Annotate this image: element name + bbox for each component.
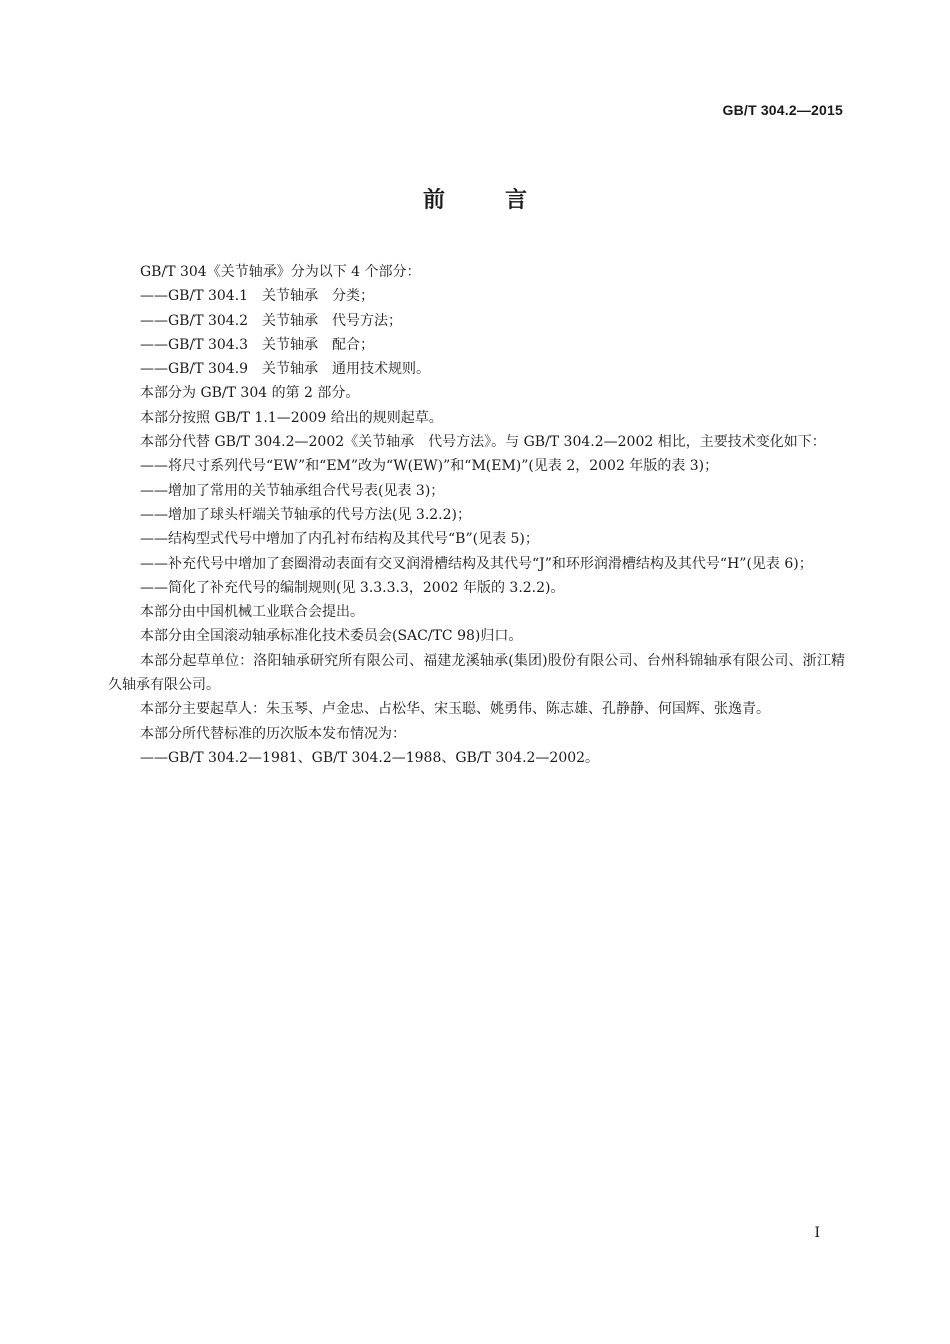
list-item: ——简化了补充代号的编制规则(见 3.3.3.3，2002 年版的 3.2.2)。 <box>140 579 565 596</box>
list-item: ——GB/T 304.3 关节轴承 配合； <box>140 336 375 353</box>
page-title: 前言 <box>422 187 587 213</box>
document-body <box>108 260 845 770</box>
paragraph: 本部分按照 GB/T 1.1—2009 给出的规则起草。 <box>140 409 443 426</box>
list-item: ——增加了常用的关节轴承组合代号表(见表 3)； <box>140 482 445 499</box>
paragraph: 本部分所代替标准的历次版本发布情况为： <box>140 725 406 742</box>
page-number: I <box>814 1225 820 1241</box>
paragraph: 本部分起草单位：洛阳轴承研究所有限公司、福建龙溪轴承(集团)股份有限公司、台州科锦轴承有限公司、浙江精久轴承有限公司。 <box>108 652 845 694</box>
list-item: ——GB/T 304.1 关节轴承 分类； <box>140 288 375 305</box>
list-item: ——将尺寸系列代号“EW”和“EM”改为“W(EW)”和“M(EM)”(见表 2，2002 年版的表 3)； <box>140 458 719 475</box>
list-item: ——GB/T 304.2 关节轴承 代号方法； <box>140 312 403 329</box>
paragraph: 本部分由全国滚动轴承标准化技术委员会(SAC/TC 98)归口。 <box>140 628 523 645</box>
paragraph: 本部分代替 GB/T 304.2—2002《关节轴承 代号方法》。与 GB/T 304.2—2002 相比，主要技术变化如下： <box>140 434 826 451</box>
paragraph: 本部分为 GB/T 304 的第 2 部分。 <box>140 385 360 402</box>
list-item: ——增加了球头杆端关节轴承的代号方法(见 3.2.2)； <box>140 506 471 523</box>
list-item: ——补充代号中增加了套圈滑动表面有交叉润滑槽结构及其代号“J”和环形润滑槽结构及其代号“H”(见表 6)； <box>140 555 813 572</box>
list-item: ——结构型式代号中增加了内孔衬布结构及其代号“B”(见表 5)； <box>140 531 539 548</box>
list-item: ——GB/T 304.9 关节轴承 通用技术规则。 <box>140 361 431 378</box>
paragraph: 本部分由中国机械工业联合会提出。 <box>140 604 364 621</box>
paragraph: GB/T 304《关节轴承》分为以下 4 个部分： <box>140 264 421 280</box>
paragraph: 本部分主要起草人：朱玉琴、卢金忠、占松华、宋玉聪、姚勇伟、陈志雄、孔静静、何国辉、张逸青。 <box>140 701 770 718</box>
list-item: ——GB/T 304.2—1981、GB/T 304.2—1988、GB/T 304.2—2002。 <box>140 749 600 766</box>
standard-code: GB/T 304.2—2015 <box>722 102 843 118</box>
